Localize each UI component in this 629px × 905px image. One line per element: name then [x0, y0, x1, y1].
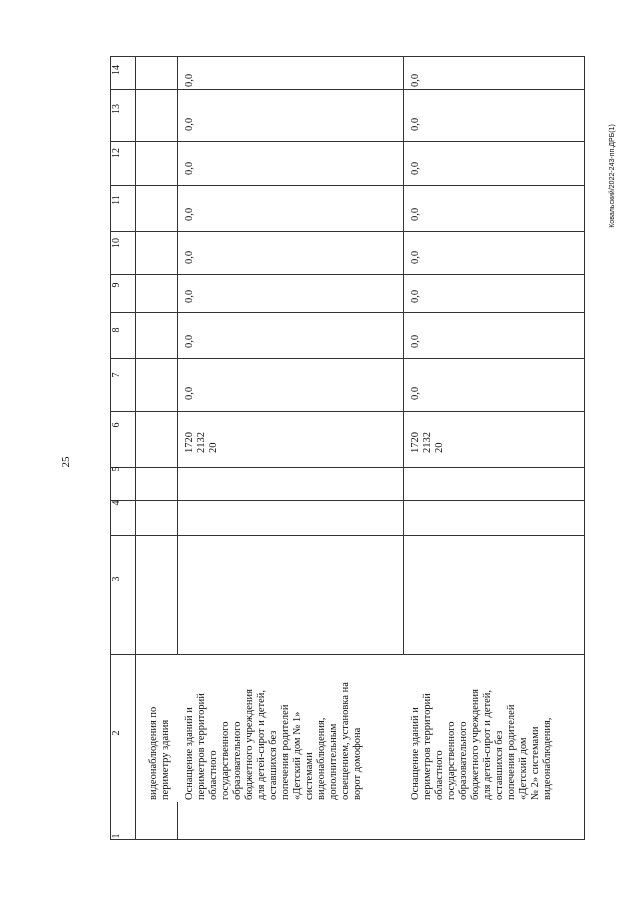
- column-border: [111, 141, 584, 142]
- column-header-4: 4: [111, 500, 122, 506]
- row-border: [403, 57, 404, 654]
- row-2-code: 1720 2132 20: [410, 432, 445, 453]
- column-header-6: 6: [111, 422, 122, 428]
- row-1-description: Оснащение зданий и периметров территорий областного государственного образовательного бюджетного учреждения для детей-сирот и детей, оставшихся без попечения родителей «Детский дом № 1» системами видеонаблюдения, дополнительным освещением, установка на ворот домофона: [184, 682, 363, 800]
- row-2-col-10: 0,0: [410, 250, 421, 264]
- row-1-col-8: 0,0: [184, 334, 195, 348]
- row-1-col-10: 0,0: [184, 250, 195, 264]
- column-header-10: 10: [111, 238, 122, 248]
- column-border: [111, 500, 584, 501]
- column-header-3: 3: [111, 576, 122, 582]
- header-row-border: [135, 57, 136, 839]
- column-header-13: 13: [111, 104, 122, 114]
- row-1-col-11: 0,0: [184, 207, 195, 221]
- column-header-1: 1: [111, 833, 122, 839]
- row-2-col-9: 0,0: [410, 289, 421, 303]
- column-border: [111, 535, 584, 536]
- column-border: [111, 411, 584, 412]
- row-2-description: Оснащение зданий и периметров территорий областного государственного образовательного бюджетного учреждения для детей-сирот и детей, оставшихся без попечения родителей «Детский дом № 2» системами видеонаблюдения,: [410, 689, 553, 800]
- document-code: Ковальский/2022-243-пп.ДРБ(1): [609, 124, 616, 228]
- row-1-col-12: 0,0: [184, 161, 195, 175]
- column-border: [111, 231, 584, 232]
- column-border: [111, 185, 584, 186]
- column-header-12: 12: [111, 148, 122, 158]
- row-2-col-13: 0,0: [410, 117, 421, 131]
- row-0-description: видеонаблюдения по периметру здания: [148, 706, 171, 800]
- column-border: [111, 358, 584, 359]
- column-header-7: 7: [111, 372, 122, 378]
- column-border: [111, 312, 584, 313]
- column-border: [111, 654, 584, 655]
- row-2-col-8: 0,0: [410, 334, 421, 348]
- data-table: [110, 56, 585, 840]
- row-border: [177, 802, 178, 839]
- row-2-col-14: 0,0: [410, 73, 421, 87]
- column-header-8: 8: [111, 327, 122, 333]
- column-header-9: 9: [111, 282, 122, 288]
- row-border: [177, 57, 178, 654]
- row-1-col-7: 0,0: [184, 386, 195, 400]
- column-border: [111, 89, 584, 90]
- row-1-col-13: 0,0: [184, 117, 195, 131]
- row-1-col-14: 0,0: [184, 73, 195, 87]
- row-2-col-11: 0,0: [410, 207, 421, 221]
- column-header-5: 5: [111, 466, 122, 472]
- row-2-col-12: 0,0: [410, 161, 421, 175]
- column-border: [111, 467, 584, 468]
- row-1-col-9: 0,0: [184, 289, 195, 303]
- row-2-col-7: 0,0: [410, 386, 421, 400]
- column-header-2: 2: [111, 730, 122, 736]
- page-number: 25: [60, 456, 72, 468]
- column-border: [111, 274, 584, 275]
- row-1-code: 1720 2132 20: [184, 432, 219, 453]
- column-header-11: 11: [111, 195, 122, 205]
- column-header-14: 14: [111, 65, 122, 75]
